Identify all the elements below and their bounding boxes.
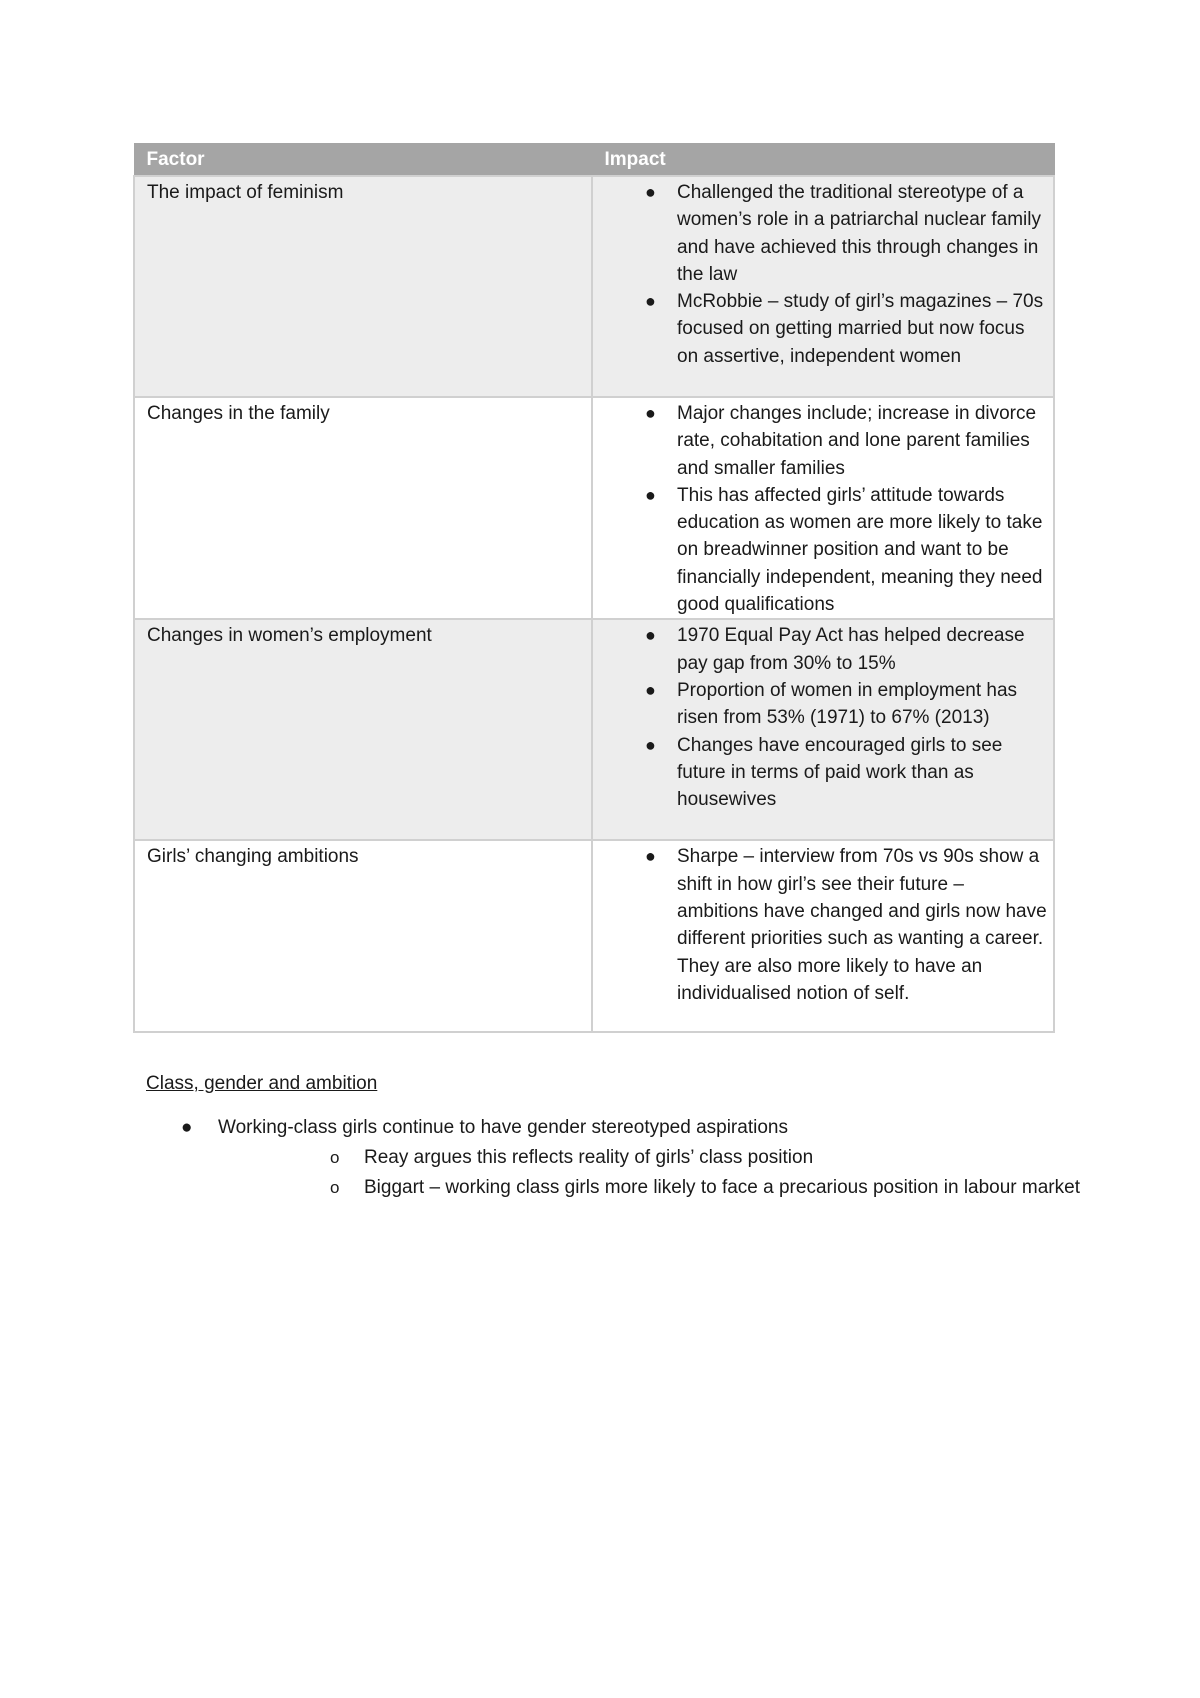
table-row — [134, 619, 1054, 840]
impact-item: ● Challenged the traditional stereotype of a women’s role in a patriarchal nuclear family and have achieved this through changes in the law — [605, 179, 1047, 288]
impact-item: ● Changes have encouraged girls to see future in terms of paid work than as housewives — [605, 732, 1047, 814]
factor-cell: Girls’ changing ambitions — [134, 840, 592, 1032]
header-factor: Factor — [134, 144, 592, 177]
impact-item: ● This has affected girls’ attitude towards education as women are more likely to take on breadwinner position and want to be financially independent, meaning they need good qualifications — [605, 482, 1047, 618]
sub-bullet-list — [218, 1143, 1080, 1203]
impact-item: ● Proportion of women in employment has risen from 53% (1971) to 67% (2013) — [605, 677, 1047, 732]
table-row — [134, 397, 1054, 619]
bullet-list — [146, 1113, 1080, 1203]
impact-cell — [592, 840, 1054, 1032]
impact-item: ● 1970 Equal Pay Act has helped decrease pay gap from 30% to 15% — [605, 622, 1047, 677]
list-item: ● Working-class girls continue to have gender stereotyped aspirations o Reay argues this reflects reality of girls’ class position o Biggart – working class girls more likely to face a precarious position in labour market — [146, 1113, 1080, 1203]
bullet-icon: ● — [645, 403, 656, 423]
bullet-icon: ● — [181, 1117, 193, 1138]
sub-list-item: o Biggart – working class girls more likely to face a precarious position in labour market — [218, 1173, 1080, 1203]
factor-cell: Changes in the family — [134, 397, 592, 619]
circle-bullet-icon: o — [330, 1148, 340, 1167]
impact-item: ● McRobbie – study of girl’s magazines – 70s focused on getting married but now focus on assertive, independent women — [605, 288, 1047, 370]
impact-cell — [592, 619, 1054, 840]
bullet-icon: ● — [645, 291, 656, 312]
header-impact: Impact — [592, 144, 1054, 177]
table-row — [134, 176, 1054, 397]
impact-cell — [592, 397, 1054, 619]
impact-item: ● Sharpe – interview from 70s vs 90s show a shift in how girl’s see their future – ambitions have changed and girls now have different priorities such as wanting a career. They are also more likely to have an individualised notion of self. — [605, 843, 1047, 1007]
class-gender-section — [146, 1070, 1080, 1203]
factor-cell: Changes in women’s employment — [134, 619, 592, 840]
bullet-icon: ● — [645, 484, 656, 505]
table-row — [134, 840, 1054, 1032]
sub-list-item: o Reay argues this reflects reality of girls’ class position — [218, 1143, 1080, 1173]
bullet-icon: ● — [645, 846, 656, 867]
impact-cell — [592, 176, 1054, 397]
table-header-row — [134, 144, 1054, 177]
circle-bullet-icon: o — [330, 1178, 340, 1197]
bullet-icon: ● — [645, 734, 656, 755]
bullet-icon: ● — [645, 679, 656, 700]
impact-item: ● Major changes include; increase in divorce rate, cohabitation and lone parent families and smaller families — [605, 400, 1047, 482]
section-heading: Class, gender and ambition — [146, 1073, 378, 1094]
factors-table — [133, 143, 1055, 1033]
bullet-icon: ● — [645, 625, 656, 646]
bullet-icon: ● — [645, 182, 656, 202]
factor-cell: The impact of feminism — [134, 176, 592, 397]
